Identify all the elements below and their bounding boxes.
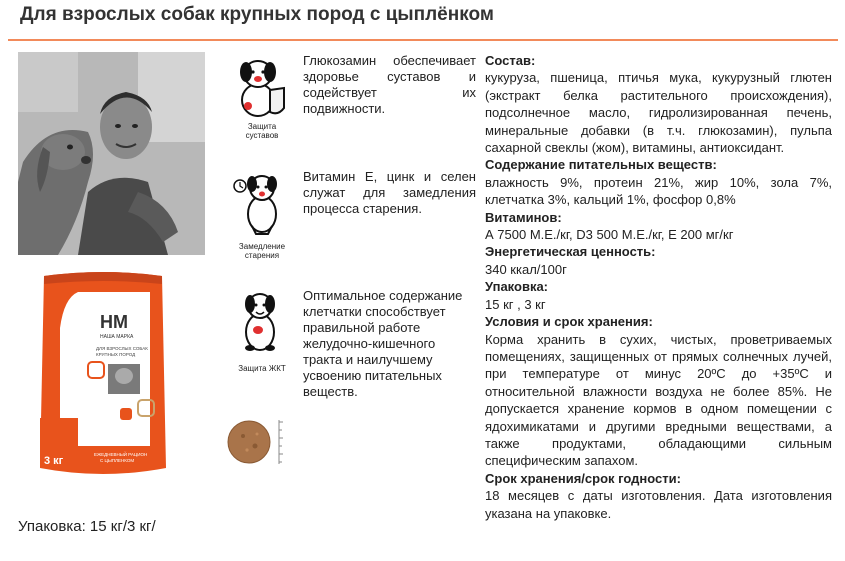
feature-2-caption-2: старения <box>244 251 280 260</box>
feature-3-caption-1: Защита ЖКТ <box>238 364 286 373</box>
package-caption: Упаковка: 15 кг/3 кг/ <box>18 518 156 535</box>
feature-3-text: Оптимальное содержание клетчатки способствует правильной работе желудочно-кишечного тракта и наилучшему усвоению питательных веществ. <box>303 288 463 399</box>
storage-heading: Условия и срок хранения: <box>485 314 653 330</box>
nutrients-heading: Содержание питательных веществ: <box>485 157 717 173</box>
kibble-with-ruler-image <box>225 418 287 466</box>
shelf-life-text: 18 месяцев с даты изготовления. Дата изготовления указана на упаковке. <box>485 488 832 521</box>
package-text: 15 кг , 3 кг <box>485 296 546 312</box>
aging-slowdown-dog-icon <box>230 170 290 260</box>
bag-ration: ЕЖЕДНЕВНЫЙ РАЦИОН <box>94 452 148 457</box>
shelf-life-heading: Срок хранения/срок годности: <box>485 470 681 486</box>
title-divider <box>8 39 838 41</box>
bag-line1: ДЛЯ ВЗРОСЛЫХ СОБАК <box>96 346 148 351</box>
product-specification <box>485 52 832 522</box>
owner-with-dog-photo <box>18 52 205 255</box>
bag-brand-sub: НАША МАРКА <box>100 334 134 340</box>
feature-1-text: Глюкозамин обеспечивает здоровье суставов и содействует их подвижности. <box>303 53 476 116</box>
vitamins-heading: Витаминов: <box>485 209 562 225</box>
digestive-protection-dog-icon <box>230 288 290 373</box>
product-bag-image <box>38 268 168 480</box>
energy-text: 340 ккал/100г <box>485 261 567 277</box>
vitamins-text: А 7500 М.Е./кг, D3 500 М.Е./кг, Е 200 мг/кг <box>485 227 734 243</box>
feature-2-text: Витамин Е, цинк и селен служат для замедления процесса старения. <box>303 169 476 216</box>
energy-heading: Энергетическая ценность: <box>485 244 656 260</box>
bag-ration2: С ЦЫПЛЕНКОМ <box>100 458 135 463</box>
joint-protection-dog-icon <box>230 52 290 140</box>
feature-1-caption-1: Защита <box>247 122 277 131</box>
storage-text: Корма хранить в сухих, чистых, проветриваемых помещениях, защищенных от прямых солнечных лучей, при температуре от минус 20ºС до +35ºС и относительной влажности воздуха не более 85%. Не допускается хранение кормов в одном помещении с ядохимикатами и другими вредными веществами, а также продуктами, обладающими сильным специфическим запахом. <box>485 331 832 469</box>
nutrients-text: влажность 9%, протеин 21%, жир 10%, зола 7%, клетчатка 3%, кальций 1%, фосфор 0,8% <box>485 174 832 208</box>
feature-2-caption-1: Замедление <box>238 242 286 251</box>
bag-weight: 3 кг <box>44 455 64 467</box>
page-title: Для взрослых собак крупных пород с цыплёнком <box>20 4 494 25</box>
composition-heading: Состав: <box>485 53 536 68</box>
composition-text: кукуруза, пшеница, птичья мука, кукурузный глютен (экстракт белка растительного происхождения), подсолнечное масло, гидролизированная печень, минеральные добавки (в т.ч. глюкозамин), пульпа сахарной свеклы (жом), витамины, антиоксидант. <box>485 70 832 156</box>
bag-line2: КРУПНЫХ ПОРОД <box>96 352 136 357</box>
feature-1-caption-2: суставов <box>245 131 279 140</box>
bag-brand: НМ <box>100 312 128 332</box>
package-heading: Упаковка: <box>485 279 549 295</box>
